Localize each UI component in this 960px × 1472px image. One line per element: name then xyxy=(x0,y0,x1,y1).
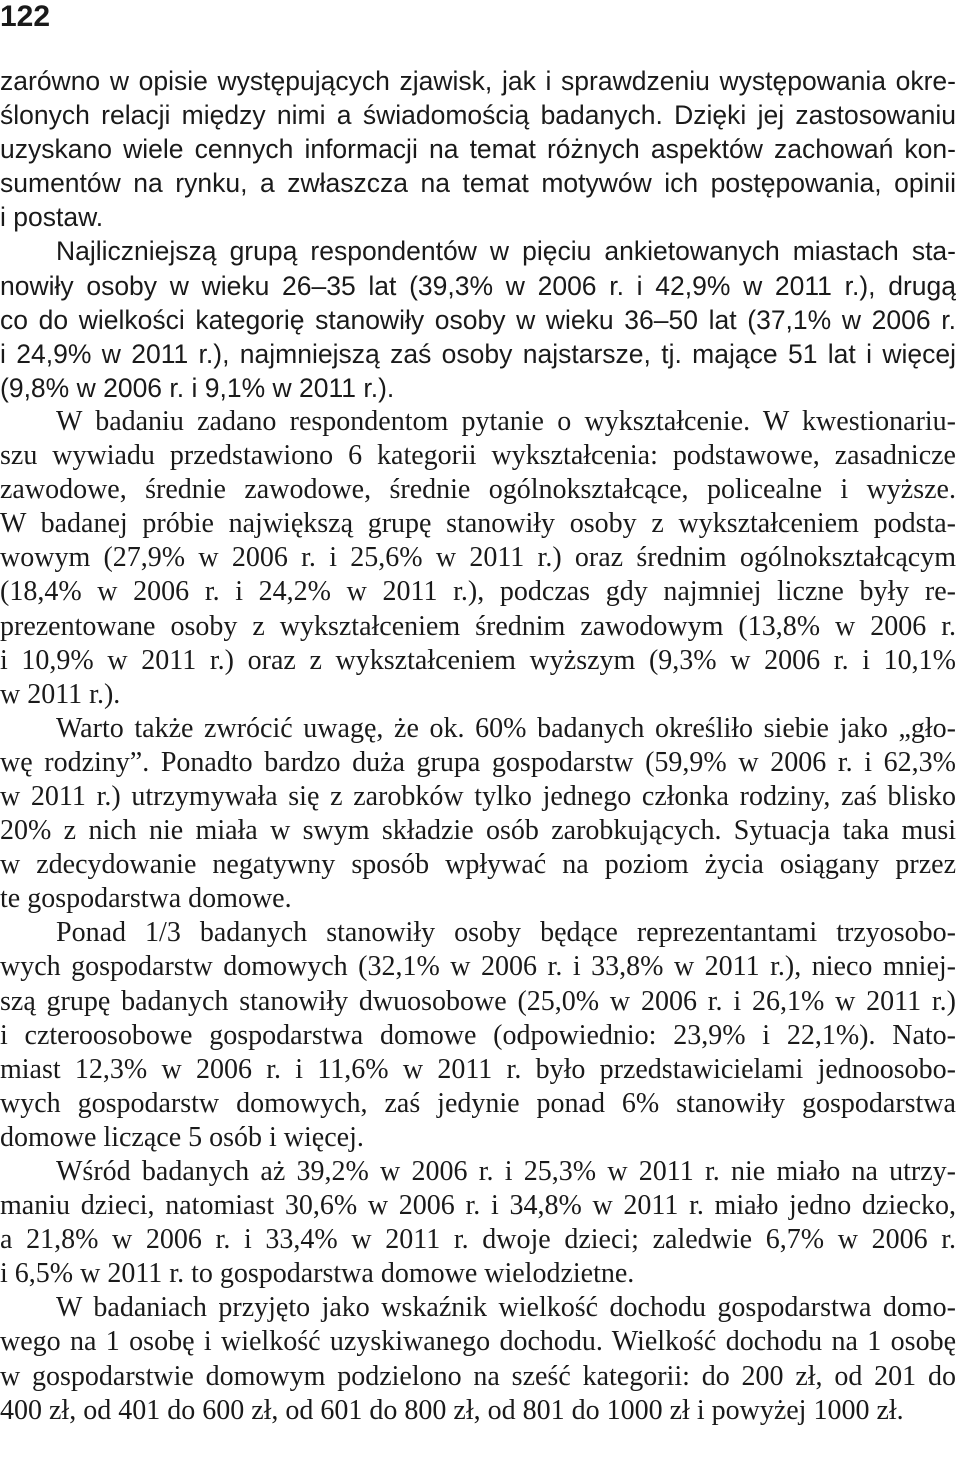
text-line: wych gospodarstw domowych, zaś jedynie ponad 6% stanowiły gospodarstwa xyxy=(0,1087,956,1119)
text-line: zawodowe, średnie zawodowe, średnie ogólnokształcące, policealne i wyższe. xyxy=(0,474,956,506)
text-line: te gospodarstwa domowe. xyxy=(0,883,292,915)
text-line: w gospodarstwie domowym podzielono na sześć kategorii: do 200 zł, od 201 do xyxy=(0,1360,956,1392)
text-line: co do wielkości kategorię stanowiły osoby w wieku 36–50 lat (37,1% w 2006 r. xyxy=(0,304,956,335)
text-line: szą grupę badanych stanowiły dwuosobowe (25,0% w 2006 r. i 26,1% w 2011 r.) xyxy=(0,985,956,1017)
text-line: i postaw. xyxy=(0,202,104,233)
paragraph xyxy=(0,916,956,1155)
text-line: wych gospodarstw domowych (32,1% w 2006 r. i 33,8% w 2011 r.), nieco mniej- xyxy=(0,951,956,983)
text-line: wowym (27,9% w 2006 r. i 25,6% w 2011 r.) oraz średnim ogólnokształcącym xyxy=(0,542,956,574)
text-line: domowe liczące 5 osób i więcej. xyxy=(0,1121,364,1153)
text-line: miast 12,3% w 2006 r. i 11,6% w 2011 r. było przedstawicielami jednoosobo- xyxy=(0,1053,956,1085)
text-line: uzyskano wiele cennych informacji na temat różnych aspektów zachowań kon- xyxy=(0,134,956,165)
text-line: w zdecydowanie negatywny sposób wpływać na poziom życia osiągany przez xyxy=(0,849,956,881)
text-line: sumentów na rynku, a zwłaszcza na temat motywów ich postępowania, opinii xyxy=(0,168,956,199)
page-number: 122 xyxy=(0,0,51,33)
paragraph xyxy=(0,405,956,712)
text-line: Ponad 1/3 badanych stanowiły osoby będące reprezentantami trzyosobo- xyxy=(56,917,956,949)
text-line: prezentowane osoby z wykształceniem średnim zawodowym (13,8% w 2006 r. xyxy=(0,610,956,642)
text-line: W badaniach przyjęto jako wskaźnik wielkość dochodu gospodarstwa domo- xyxy=(56,1292,956,1324)
text-line: W badanej próbie największą grupę stanowiły osoby z wykształceniem podsta- xyxy=(0,508,956,540)
text-line: W badaniu zadano respondentom pytanie o wykształcenie. W kwestionariu- xyxy=(56,405,956,437)
paragraph xyxy=(0,234,956,404)
text-line: Najliczniejszą grupą respondentów w pięciu ankietowanych miastach sta- xyxy=(56,236,956,267)
text-line: i 24,9% w 2011 r.), najmniejszą zaś osoby najstarsze, tj. mające 51 lat i więcej xyxy=(0,338,956,369)
paragraph xyxy=(0,1291,956,1427)
text-line: ślonych relacji między nimi a świadomością badanych. Dzięki jej zastosowaniu xyxy=(0,100,956,131)
text-line: Warto także zwrócić uwagę, że ok. 60% badanych określiło siebie jako „gło- xyxy=(56,712,956,744)
paragraph xyxy=(0,1155,956,1291)
text-line: (9,8% w 2006 r. i 9,1% w 2011 r.). xyxy=(0,372,395,403)
text-line: i 10,9% w 2011 r.) oraz z wykształceniem wyższym (9,3% w 2006 r. i 10,1% xyxy=(0,644,956,676)
paragraph xyxy=(0,64,956,234)
text-line: i czteroosobowe gospodarstwa domowe (odpowiednio: 23,9% i 22,1%). Nato- xyxy=(0,1019,956,1051)
paragraph xyxy=(0,712,956,917)
text-line: szu wywiadu przedstawiono 6 kategorii wykształcenia: podstawowe, zasadnicze xyxy=(0,440,956,472)
text-line: (18,4% w 2006 r. i 24,2% w 2011 r.), podczas gdy najmniej liczne były re- xyxy=(0,576,956,608)
text-line: w 2011 r.). xyxy=(0,678,121,710)
text-line: w 2011 r.) utrzymywała się z zarobków tylko jednego członka rodziny, zaś blisko xyxy=(0,780,956,812)
text-line: zarówno w opisie występujących zjawisk, jak i sprawdzeniu występowania okre- xyxy=(0,66,956,96)
text-line: nowiły osoby w wieku 26–35 lat (39,3% w 2006 r. i 42,9% w 2011 r.), drugą xyxy=(0,270,956,301)
text-line: wego na 1 osobę i wielkość uzyskiwanego dochodu. Wielkość dochodu na 1 osobę xyxy=(0,1326,956,1358)
text-line: 400 zł, od 401 do 600 zł, od 601 do 800 zł, od 801 do 1000 zł i powyżej 1000 zł. xyxy=(0,1394,904,1426)
text-line: maniu dzieci, natomiast 30,6% w 2006 r. i 34,8% w 2011 r. miało jedno dziecko, xyxy=(0,1190,956,1222)
text-line: 20% z nich nie miała w swym składzie osób zarobkujących. Sytuacja taka musi xyxy=(0,815,956,847)
text-line: i 6,5% w 2011 r. to gospodarstwa domowe wielodzietne. xyxy=(0,1258,635,1290)
text-line: Wśród badanych aż 39,2% w 2006 r. i 25,3% w 2011 r. nie miało na utrzy- xyxy=(56,1156,956,1187)
body-text xyxy=(0,64,956,1428)
text-line: a 21,8% w 2006 r. i 33,4% w 2011 r. dwoje dzieci; zaledwie 6,7% w 2006 r. xyxy=(0,1224,956,1256)
text-line: wę rodziny”. Ponadto bardzo duża grupa gospodarstw (59,9% w 2006 r. i 62,3% xyxy=(0,746,956,778)
